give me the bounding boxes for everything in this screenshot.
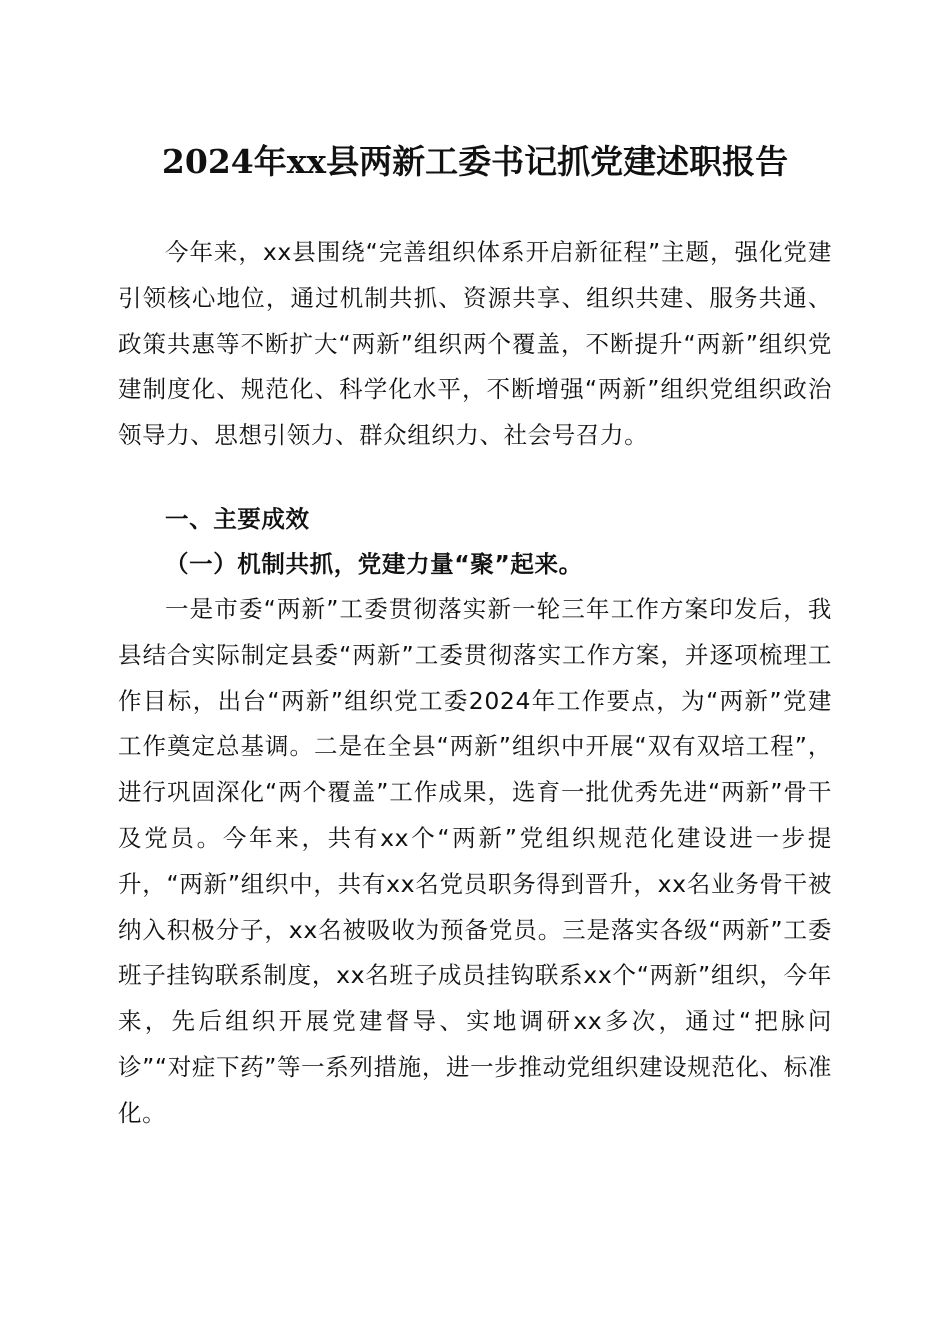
- subsection-heading: （一）机制共抓，党建力量“聚”起来。: [165, 550, 583, 578]
- section-heading: 一、主要成效: [165, 505, 310, 533]
- body-paragraph: 一是市委“两新”工委贯彻落实新一轮三年工作方案印发后，我县结合实际制定县委“两新”工委贯彻落实工作方案，并逐项梳理工作目标，出台“两新”组织党工委2024年工作要点，为“两新”党建工作奠定总基调。二是在全县“两新”组织中开展“双有双培工程”，进行巩固深化“两个覆盖”工作成果，选育一批优秀先进“两新”骨干及党员。今年来，共有xx个“两新”党组织规范化建设进一步提升，“两新”组织中，共有xx名党员职务得到晋升，xx名业务骨干被纳入积极分子，xx名被吸收为预备党员。三是落实各级“两新”工委班子挂钩联系制度，xx名班子成员挂钩联系xx个“两新”组织，今年来，先后组织开展党建督导、实地调研xx多次，通过“把脉问诊”“对症下药”等一系列措施，进一步推动党组织建设规范化、标准化。: [118, 595, 832, 1127]
- intro-paragraph: 今年来，xx县围绕“完善组织体系开启新征程”主题，强化党建引领核心地位，通过机制共抓、资源共享、组织共建、服务共通、政策共惠等不断扩大“两新”组织两个覆盖，不断提升“两新”组织党建制度化、规范化、科学化水平，不断增强“两新”组织党组织政治领导力、思想引领力、群众组织力、社会号召力。: [118, 238, 832, 450]
- document-title: 2024年xx县两新工委书记抓党建述职报告: [161, 142, 789, 181]
